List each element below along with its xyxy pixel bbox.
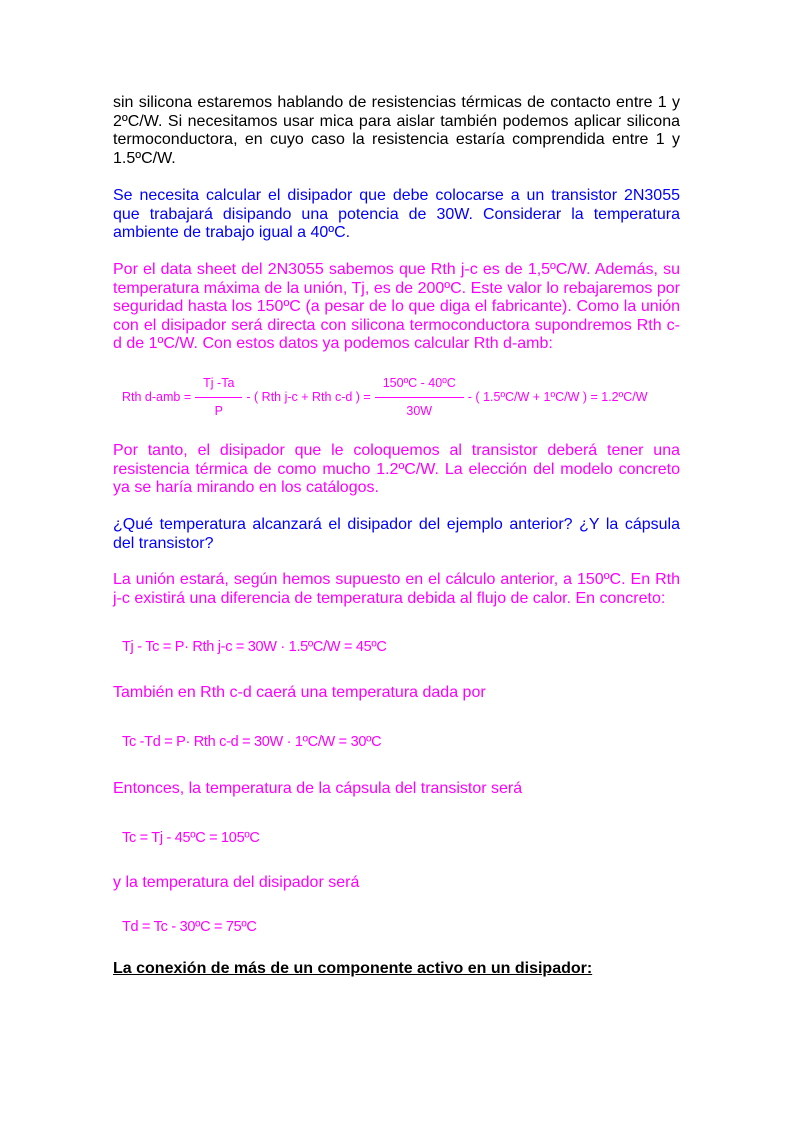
problem-statement-1: Se necesita calcular el disipador que debe colocarse a un transistor 2N3055 que trabajará disipando una potencia de 30W. Considerar la temperatura ambiente de trabajo igual a 40ºC.	[113, 187, 680, 242]
formula-middle: - ( Rth j-c + Rth c-d ) =	[246, 389, 371, 404]
solution-paragraph-6: y la temperatura del disipador será	[113, 874, 360, 891]
formula-tail: - ( 1.5ºC/W + 1ºC/W ) = 1.2ºC/W	[467, 389, 648, 404]
fraction-1-denominator: P	[214, 403, 223, 418]
equation-td: Td = Tc - 30ºC = 75ºC	[122, 919, 257, 935]
fraction-1	[195, 374, 242, 420]
solution-paragraph-2: Por tanto, el disipador que le coloquemos al transistor deberá tener una resistencia térmica de como mucho 1.2ºC/W. La elección del modelo concreto ya se haría mirando en los catálogos.	[113, 442, 680, 497]
equation-tc-td: Tc -Td = P· Rth c-d = 30W · 1ºC/W = 30ºC	[122, 734, 382, 750]
fraction-1-numerator: Tj -Ta	[195, 374, 242, 398]
equation-tj-tc: Tj - Tc = P· Rth j-c = 30W · 1.5ºC/W = 45ºC	[122, 639, 387, 655]
fraction-2-denominator: 30W	[406, 403, 433, 418]
section-heading: La conexión de más de un componente activo en un disipador:	[113, 960, 593, 977]
solution-paragraph-5: Entonces, la temperatura de la cápsula del transistor será	[113, 780, 523, 797]
fraction-2-numerator: 150ºC - 40ºC	[375, 374, 464, 398]
equation-tc: Tc = Tj - 45ºC = 105ºC	[122, 830, 260, 846]
formula-lhs: Rth d-amb =	[122, 389, 192, 404]
formula-rth-d-amb	[122, 374, 648, 420]
fraction-2	[375, 374, 464, 420]
solution-paragraph-1: Por el data sheet del 2N3055 sabemos que Rth j-c es de 1,5ºC/W. Además, su temperatura máxima de la unión, Tj, es de 200ºC. Este valor lo rebajaremos por seguridad hasta los 150ºC (a pesar de lo que diga el fabricante). Como la unión con el disipador será directa con silicona termoconductora supondremos Rth c-d de 1ºC/W. Con estos datos ya podemos calcular Rth d-amb:	[113, 261, 680, 353]
paragraph-contact-resistance: sin silicona estaremos hablando de resistencias térmicas de contacto entre 1 y 2ºC/W. Si necesitamos usar mica para aislar también podemos aplicar silicona termoconductora, en cuyo caso la resistencia estaría comprendida entre 1 y 1.5ºC/W.	[113, 94, 680, 167]
problem-statement-2: ¿Qué temperatura alcanzará el disipador del ejemplo anterior? ¿Y la cápsula del transistor?	[113, 516, 680, 552]
solution-paragraph-4: También en Rth c-d caerá una temperatura dada por	[113, 684, 486, 701]
solution-paragraph-3: La unión estará, según hemos supuesto en el cálculo anterior, a 150ºC. En Rth j-c existirá una diferencia de temperatura debida al flujo de calor. En concreto:	[113, 571, 680, 607]
